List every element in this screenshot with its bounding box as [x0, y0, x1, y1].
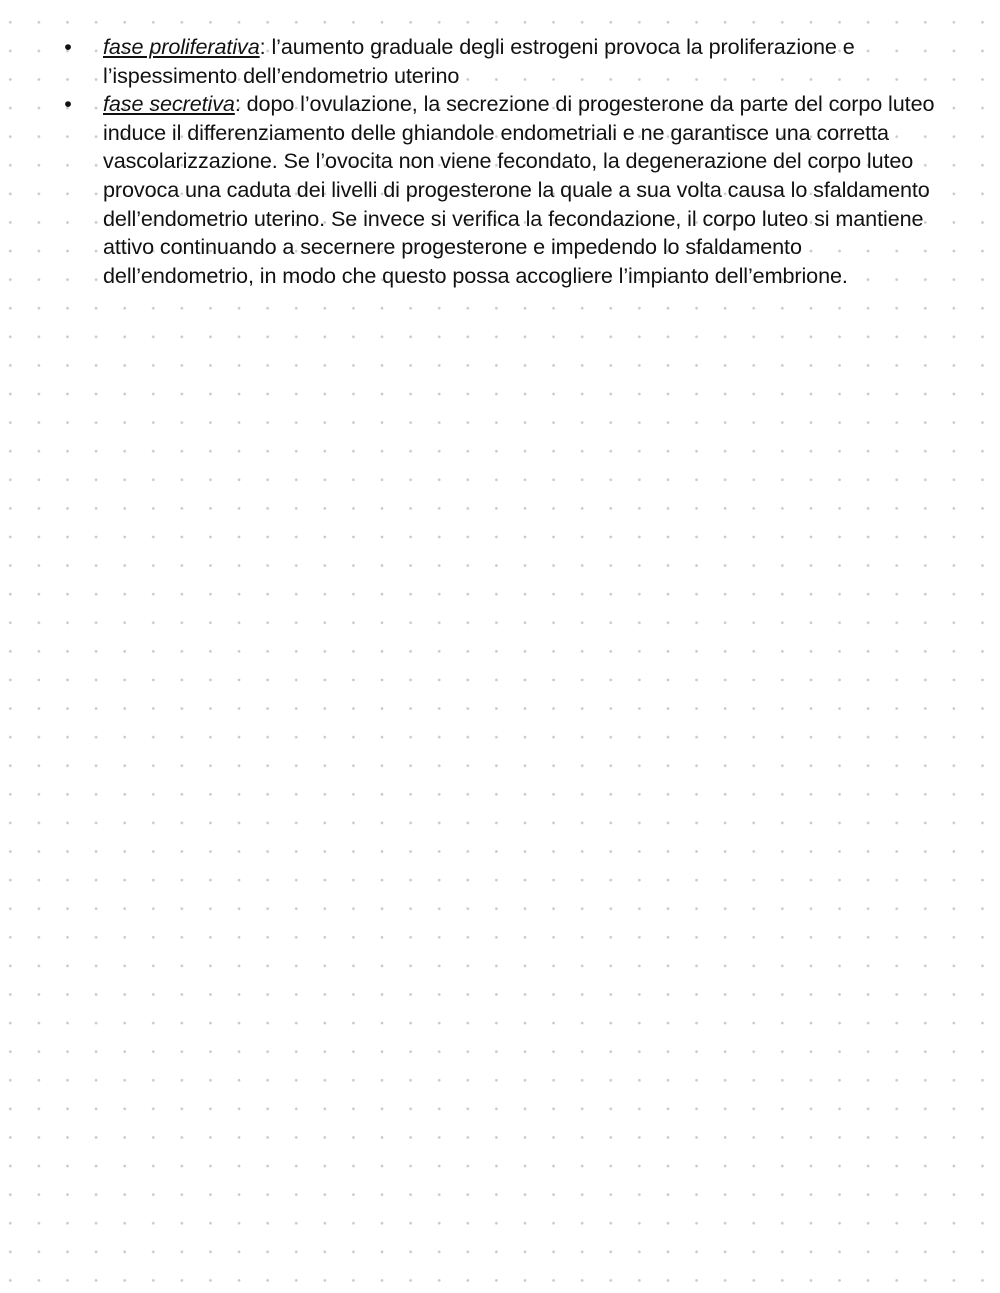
- description-proliferative-phase: : l’aumento graduale degli estrogeni provoca la proliferazione e l’ispessimento dell’endometrio uterino: [103, 34, 855, 88]
- term-proliferative-phase: fase proliferativa: [103, 34, 260, 59]
- list-item-secretive-phase: [0, 90, 1000, 290]
- term-secretive-phase: fase secretiva: [103, 91, 235, 117]
- bullet-icon: •: [64, 34, 72, 59]
- bullet-icon: •: [64, 91, 72, 117]
- list-item-proliferative-phase: [0, 33, 1000, 90]
- bullet-list: [0, 33, 1000, 290]
- description-secretive-phase: : dopo l’ovulazione, la secrezione di progesterone da parte del corpo luteo induce il differenziamento delle ghiandole endometriali e ne garantisce una corretta vascolarizzazione. Se l’ovocita non viene fecondato, la degenerazione del corpo luteo provoca una caduta dei livelli di progesterone la quale a sua volta causa lo sfaldamento dell’endometrio uterino. Se invece si verifica la fecondazione, il corpo luteo si mantiene attivo continuando a secernere progesterone e impedendo lo sfaldamento dell’endometrio, in modo che questo possa accogliere l’impianto dell’embrione.: [103, 91, 935, 288]
